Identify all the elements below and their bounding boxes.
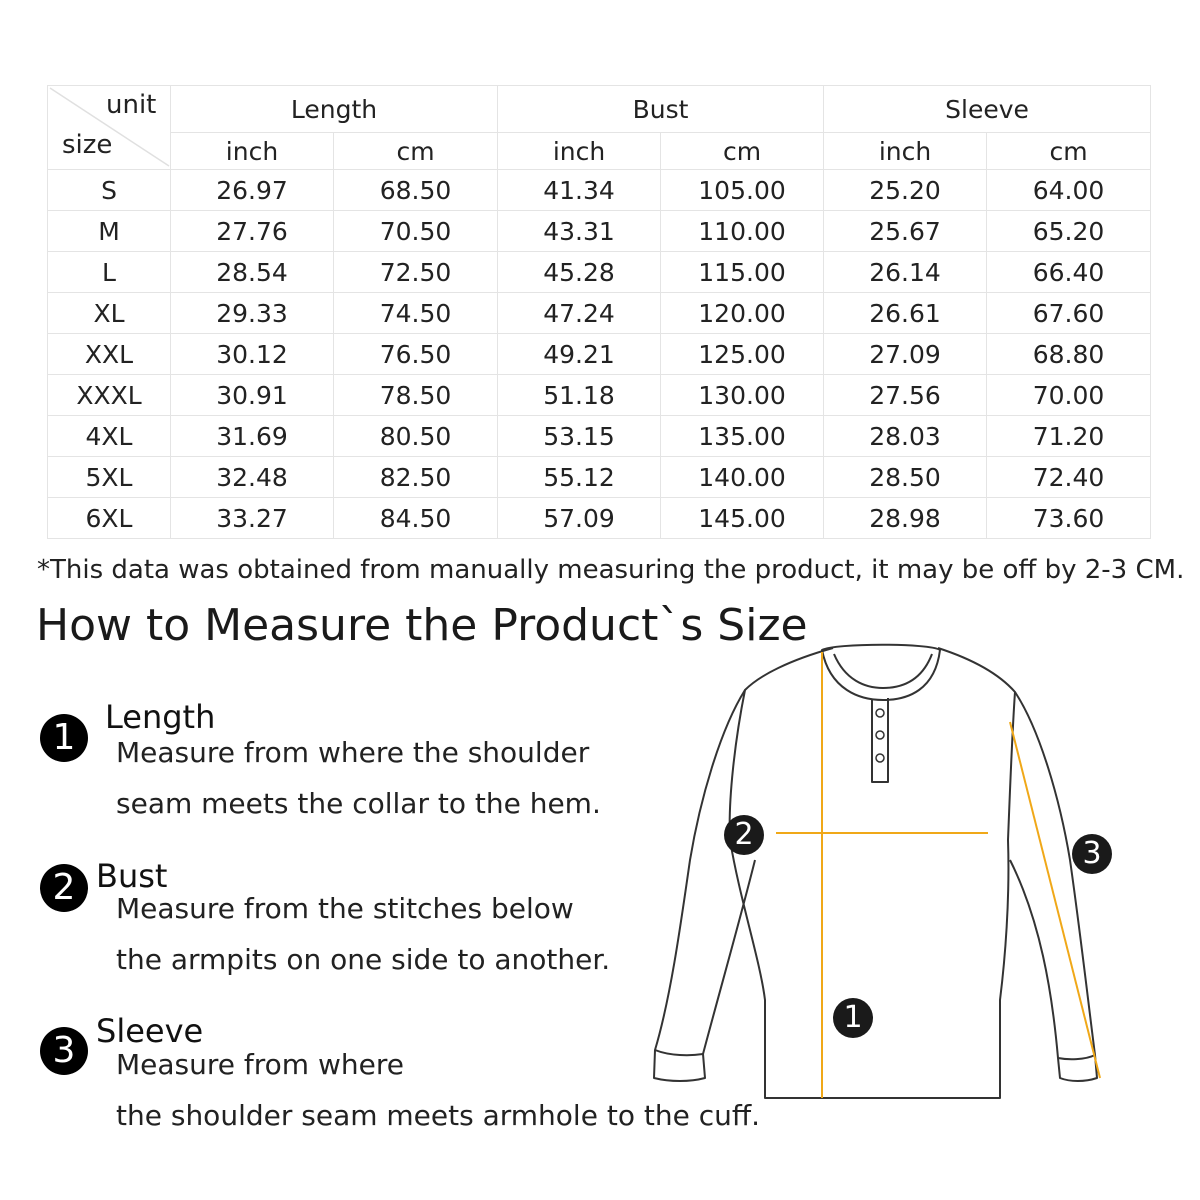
value-cell: 70.00 xyxy=(987,375,1151,416)
group-header-length: Length xyxy=(171,86,498,133)
value-cell: 27.56 xyxy=(824,375,987,416)
value-cell: 125.00 xyxy=(661,334,824,375)
step-text: Measure from the stitches below xyxy=(116,892,574,925)
step-text: Measure from where the shoulder xyxy=(116,736,590,769)
unit-header: cm xyxy=(334,133,498,170)
value-cell: 68.80 xyxy=(987,334,1151,375)
step-number-3: 3 xyxy=(40,1027,88,1075)
table-corner-header xyxy=(48,86,171,170)
size-cell: L xyxy=(48,252,171,293)
unit-header: cm xyxy=(661,133,824,170)
value-cell: 72.50 xyxy=(334,252,498,293)
step-title-length: Length xyxy=(105,698,216,736)
value-cell: 72.40 xyxy=(987,457,1151,498)
diagram-marker-length: 1 xyxy=(833,998,873,1038)
table-row xyxy=(48,375,1151,416)
table-row xyxy=(48,498,1151,539)
value-cell: 84.50 xyxy=(334,498,498,539)
shirt-diagram xyxy=(640,640,1120,1110)
value-cell: 28.50 xyxy=(824,457,987,498)
size-cell: XXXL xyxy=(48,375,171,416)
value-cell: 41.34 xyxy=(498,170,661,211)
value-cell: 76.50 xyxy=(334,334,498,375)
value-cell: 27.09 xyxy=(824,334,987,375)
unit-header: inch xyxy=(824,133,987,170)
diagram-marker-sleeve: 3 xyxy=(1072,834,1112,874)
size-chart-table xyxy=(47,85,1151,539)
size-cell: S xyxy=(48,170,171,211)
group-header-bust: Bust xyxy=(498,86,824,133)
table-row xyxy=(48,170,1151,211)
value-cell: 73.60 xyxy=(987,498,1151,539)
value-cell: 105.00 xyxy=(661,170,824,211)
size-cell: 4XL xyxy=(48,416,171,457)
value-cell: 57.09 xyxy=(498,498,661,539)
value-cell: 30.12 xyxy=(171,334,334,375)
value-cell: 78.50 xyxy=(334,375,498,416)
size-cell: XL xyxy=(48,293,171,334)
value-cell: 51.18 xyxy=(498,375,661,416)
value-cell: 33.27 xyxy=(171,498,334,539)
value-cell: 68.50 xyxy=(334,170,498,211)
value-cell: 74.50 xyxy=(334,293,498,334)
value-cell: 71.20 xyxy=(987,416,1151,457)
value-cell: 45.28 xyxy=(498,252,661,293)
size-cell: 5XL xyxy=(48,457,171,498)
value-cell: 80.50 xyxy=(334,416,498,457)
value-cell: 26.97 xyxy=(171,170,334,211)
step-number-2: 2 xyxy=(40,864,88,912)
size-cell: 6XL xyxy=(48,498,171,539)
value-cell: 66.40 xyxy=(987,252,1151,293)
value-cell: 29.33 xyxy=(171,293,334,334)
table-row xyxy=(48,252,1151,293)
step-title-bust: Bust xyxy=(96,857,168,895)
unit-header: inch xyxy=(498,133,661,170)
value-cell: 25.20 xyxy=(824,170,987,211)
value-cell: 65.20 xyxy=(987,211,1151,252)
step-title-sleeve: Sleeve xyxy=(96,1012,204,1050)
value-cell: 55.12 xyxy=(498,457,661,498)
unit-header: inch xyxy=(171,133,334,170)
value-cell: 145.00 xyxy=(661,498,824,539)
step-text: Measure from where xyxy=(116,1048,404,1081)
value-cell: 30.91 xyxy=(171,375,334,416)
placket-buttons xyxy=(876,709,884,762)
value-cell: 110.00 xyxy=(661,211,824,252)
value-cell: 70.50 xyxy=(334,211,498,252)
value-cell: 140.00 xyxy=(661,457,824,498)
value-cell: 28.03 xyxy=(824,416,987,457)
value-cell: 120.00 xyxy=(661,293,824,334)
value-cell: 130.00 xyxy=(661,375,824,416)
corner-size-label: size xyxy=(62,130,113,160)
value-cell: 27.76 xyxy=(171,211,334,252)
value-cell: 28.98 xyxy=(824,498,987,539)
value-cell: 64.00 xyxy=(987,170,1151,211)
value-cell: 135.00 xyxy=(661,416,824,457)
value-cell: 25.67 xyxy=(824,211,987,252)
measurement-lines xyxy=(776,652,1100,1098)
step-text: the armpits on one side to another. xyxy=(116,943,611,976)
value-cell: 67.60 xyxy=(987,293,1151,334)
table-row xyxy=(48,416,1151,457)
value-cell: 28.54 xyxy=(171,252,334,293)
table-row xyxy=(48,293,1151,334)
table-row xyxy=(48,334,1151,375)
size-cell: XXL xyxy=(48,334,171,375)
step-text: the shoulder seam meets armhole to the cuff. xyxy=(116,1099,761,1132)
step-text: seam meets the collar to the hem. xyxy=(116,787,601,820)
size-cell: M xyxy=(48,211,171,252)
value-cell: 32.48 xyxy=(171,457,334,498)
value-cell: 49.21 xyxy=(498,334,661,375)
group-header-sleeve: Sleeve xyxy=(824,86,1151,133)
value-cell: 115.00 xyxy=(661,252,824,293)
howto-title: How to Measure the Product`s Size xyxy=(36,600,808,651)
value-cell: 82.50 xyxy=(334,457,498,498)
unit-header: cm xyxy=(987,133,1151,170)
table-row xyxy=(48,457,1151,498)
value-cell: 31.69 xyxy=(171,416,334,457)
value-cell: 43.31 xyxy=(498,211,661,252)
corner-unit-label: unit xyxy=(106,90,157,120)
value-cell: 26.14 xyxy=(824,252,987,293)
diagram-marker-bust: 2 xyxy=(724,815,764,855)
value-cell: 53.15 xyxy=(498,416,661,457)
table-row xyxy=(48,211,1151,252)
step-number-1: 1 xyxy=(40,714,88,762)
value-cell: 47.24 xyxy=(498,293,661,334)
value-cell: 26.61 xyxy=(824,293,987,334)
size-table-body xyxy=(48,170,1151,539)
measurement-note: *This data was obtained from manually measuring the product, it may be off by 2-3 CM. xyxy=(37,555,1185,585)
